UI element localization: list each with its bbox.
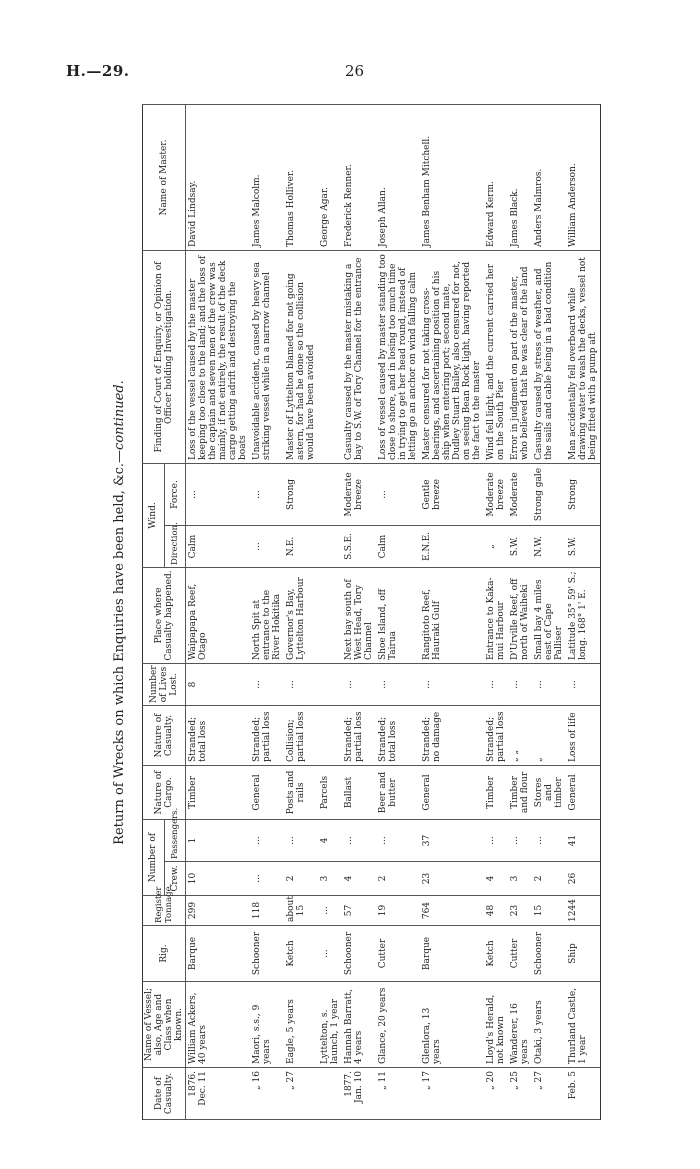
lives-cell: ...: [376, 664, 420, 706]
col-date: Date of Casualty.: [143, 1068, 186, 1120]
casualty-cell: Collision; partial loss: [284, 706, 318, 766]
master-cell: Frederick Renner.: [342, 104, 376, 250]
report-code: H.—29.: [66, 62, 130, 80]
rig-cell: Ketch: [284, 926, 318, 982]
lives-cell: ...: [508, 664, 532, 706]
lives-cell: ...: [566, 664, 601, 706]
crew-cell: 26: [566, 862, 601, 896]
col-wind: Wind.: [143, 463, 165, 567]
cargo-cell: Timber: [484, 766, 508, 820]
force-cell: [318, 463, 342, 525]
direction-cell: ...: [250, 526, 284, 568]
lives-cell: ...: [284, 664, 318, 706]
crew-cell: 2: [284, 862, 318, 896]
casualty-cell: Loss of life: [566, 706, 601, 766]
date-cell: [318, 1068, 342, 1120]
vessel-cell: Eagle, 5 years: [284, 982, 318, 1068]
finding-cell: Master censured for not taking cross-bearings, and ascertaining position of his ship when entering port; second mate, Dudley Stuart Bailey, also censured for not, on seeing Bean Rock light, having reported the fact to the master: [420, 250, 484, 463]
cargo-cell: Stores and timber: [532, 766, 566, 820]
rig-cell: Ship: [566, 926, 601, 982]
date-cell: Feb. 5: [566, 1068, 601, 1120]
rig-cell: Ketch: [484, 926, 508, 982]
crew-cell: 3: [508, 862, 532, 896]
casualty-cell: Stranded; total loss: [186, 706, 251, 766]
vessel-cell: Wanderer, 16 years: [508, 982, 532, 1068]
date-cell: 1876. Dec. 11: [186, 1068, 251, 1120]
place-cell: North Spit at entrance to the River Hokitika: [250, 568, 284, 664]
col-lives-lost: Number of Lives Lost.: [143, 664, 186, 706]
vessel-cell: William Ackers, 40 years: [186, 982, 251, 1068]
lives-cell: [318, 664, 342, 706]
direction-cell: [318, 526, 342, 568]
master-cell: David Lindsay.: [186, 104, 251, 250]
tonnage-cell: ...: [318, 896, 342, 926]
vessel-cell: Lyttelton, s. launch, 1 year: [318, 982, 342, 1068]
table-row: [284, 104, 318, 1119]
col-master: Name of Master.: [143, 104, 186, 250]
crew-cell: 10: [186, 862, 251, 896]
crew-cell: 4: [484, 862, 508, 896]
crew-cell: 4: [342, 862, 376, 896]
vessel-cell: Hannah Barratt, 4 years: [342, 982, 376, 1068]
force-cell: ...: [376, 463, 420, 525]
table-row: [186, 104, 251, 1119]
crew-cell: 3: [318, 862, 342, 896]
vessel-cell: Thurland Castle, 1 year: [566, 982, 601, 1068]
tonnage-cell: about 15: [284, 896, 318, 926]
direction-cell: Calm: [186, 526, 251, 568]
col-cargo: Nature of Cargo.: [143, 766, 186, 820]
passengers-cell: ...: [342, 820, 376, 862]
finding-cell: Unavoidable accident, caused by heavy sea striking vessel while in a narrow channel: [250, 250, 284, 463]
date-cell: „ 27: [284, 1068, 318, 1120]
table-row: [532, 104, 566, 1119]
wrecks-table: [142, 104, 601, 1120]
casualty-cell: Stranded; partial loss: [342, 706, 376, 766]
passengers-cell: ...: [484, 820, 508, 862]
place-cell: Rangitoto Reef, Hauraki Gulf: [420, 568, 484, 664]
table-row: [376, 104, 420, 1119]
casualty-cell: [318, 706, 342, 766]
tonnage-cell: 118: [250, 896, 284, 926]
passengers-cell: ...: [532, 820, 566, 862]
vessel-cell: Maori, s.s., 9 years: [250, 982, 284, 1068]
direction-cell: „: [484, 526, 508, 568]
force-cell: ...: [250, 463, 284, 525]
date-cell: „ 11: [376, 1068, 420, 1120]
col-vessel: Name of Vessel; also, Age and Class when known.: [143, 982, 186, 1068]
passengers-cell: 1: [186, 820, 251, 862]
rig-cell: Schooner: [532, 926, 566, 982]
place-cell: Governor's Bay, Lyttelton Harbour: [284, 568, 318, 664]
wrecks-return-rotated: [112, 105, 662, 1120]
force-cell: Moderate breeze: [342, 463, 376, 525]
master-cell: William Anderson.: [566, 104, 601, 250]
force-cell: Strong: [284, 463, 318, 525]
col-finding: Finding of Court of Enquiry, or Opinion of Officer holding Investigation.: [143, 250, 186, 463]
table-title: [112, 105, 136, 1120]
passengers-cell: ...: [284, 820, 318, 862]
lives-cell: ...: [484, 664, 508, 706]
rig-cell: Barque: [420, 926, 484, 982]
cargo-cell: General: [420, 766, 484, 820]
crew-cell: 2: [376, 862, 420, 896]
title-main: Return of Wrecks on which Enquiries have been held, &c.—: [112, 449, 127, 845]
finding-cell: Man accidentally fell overboard while drawing water to wash the decks, vessel not being fitted with a pump aft: [566, 250, 601, 463]
crew-cell: 23: [420, 862, 484, 896]
finding-cell: Casualty caused by the master mistaking a bay to S.W. of Tory Channel for the entrance: [342, 250, 376, 463]
cargo-cell: Parcels: [318, 766, 342, 820]
rig-cell: Cutter: [376, 926, 420, 982]
title-continued: continued.: [112, 380, 127, 450]
casualty-cell: „: [532, 706, 566, 766]
crew-cell: ...: [250, 862, 284, 896]
casualty-cell: Stranded; total loss: [376, 706, 420, 766]
finding-cell: Master of Lyttelton blamed for not going astern, for had he done so the collision would have been avoided: [284, 250, 318, 463]
date-cell: „ 16: [250, 1068, 284, 1120]
cargo-cell: Beer and butter: [376, 766, 420, 820]
finding-cell: Loss of vessel caused by master standing too close to shore, and in losing too much time in trying to get her head round, instead of letting go an anchor on wind falling calm: [376, 250, 420, 463]
passengers-cell: ...: [250, 820, 284, 862]
casualty-cell: Stranded; no damage: [420, 706, 484, 766]
date-cell: „ 25: [508, 1068, 532, 1120]
finding-cell: Casualty caused by stress of weather, and the sails and cable being in a bad condition: [532, 250, 566, 463]
col-direction: Direction.: [164, 526, 186, 568]
lives-cell: ...: [342, 664, 376, 706]
master-cell: James Malcolm.: [250, 104, 284, 250]
tonnage-cell: 19: [376, 896, 420, 926]
tonnage-cell: 1244: [566, 896, 601, 926]
direction-cell: Calm: [376, 526, 420, 568]
col-passengers: Passengers.: [164, 820, 186, 862]
finding-cell: Loss of the vessel caused by the master keeping too close to the land; and the loss of the captain and seven men of the crew was mainly, if not entirely, the result of the deck cargo getting adrift and destroying the boats: [186, 250, 251, 463]
passengers-cell: 4: [318, 820, 342, 862]
direction-cell: S.W.: [566, 526, 601, 568]
vessel-cell: Glenlora, 13 years: [420, 982, 484, 1068]
casualty-cell: Stranded; partial loss: [250, 706, 284, 766]
passengers-cell: ...: [376, 820, 420, 862]
master-cell: Thomas Holliver.: [284, 104, 318, 250]
place-cell: Waipapapa Reef, Otago: [186, 568, 251, 664]
cargo-cell: Timber: [186, 766, 251, 820]
lives-cell: ...: [420, 664, 484, 706]
direction-cell: S.W.: [508, 526, 532, 568]
direction-cell: N.E.: [284, 526, 318, 568]
col-place: Place where Casualty happened.: [143, 568, 186, 664]
cargo-cell: General: [250, 766, 284, 820]
col-casualty: Nature of Casualty.: [143, 706, 186, 766]
passengers-cell: ...: [508, 820, 532, 862]
rig-cell: Barque: [186, 926, 251, 982]
place-cell: Small bay 4 miles east of Cape Palliser: [532, 568, 566, 664]
lives-cell: 8: [186, 664, 251, 706]
date-cell: „ 17: [420, 1068, 484, 1120]
master-cell: Edward Kerm.: [484, 104, 508, 250]
lives-cell: ...: [250, 664, 284, 706]
finding-cell: Error in judgment on part of the master, who believed that he was clear of the land: [508, 250, 532, 463]
tonnage-cell: 764: [420, 896, 484, 926]
casualty-cell: „ „: [508, 706, 532, 766]
place-cell: [318, 568, 342, 664]
rig-cell: Schooner: [342, 926, 376, 982]
table-row: [484, 104, 508, 1119]
place-cell: Shoe Island, off Tairua: [376, 568, 420, 664]
master-cell: Anders Malmros.: [532, 104, 566, 250]
col-rig: Rig.: [143, 926, 186, 982]
vessel-cell: Otaki, 3 years: [532, 982, 566, 1068]
col-crew: Crew.: [164, 862, 186, 896]
table-row: [566, 104, 601, 1119]
finding-cell: Wind fell light, and the current carried her on the South Pier: [484, 250, 508, 463]
date-cell: „ 27: [532, 1068, 566, 1120]
table-row: [250, 104, 284, 1119]
force-cell: Strong: [566, 463, 601, 525]
table-row: [508, 104, 532, 1119]
page-number: 26: [345, 62, 365, 80]
finding-cell: [318, 250, 342, 463]
master-cell: Joseph Allan.: [376, 104, 420, 250]
force-cell: Moderate breeze: [484, 463, 508, 525]
passengers-cell: 41: [566, 820, 601, 862]
tonnage-cell: 23: [508, 896, 532, 926]
rig-cell: Cutter: [508, 926, 532, 982]
casualty-cell: Stranded; partial loss: [484, 706, 508, 766]
place-cell: Next bay south of West Head, Tory Channel: [342, 568, 376, 664]
passengers-cell: 37: [420, 820, 484, 862]
force-cell: ...: [186, 463, 251, 525]
lives-cell: ...: [532, 664, 566, 706]
table-row: [342, 104, 376, 1119]
master-cell: James Black.: [508, 104, 532, 250]
place-cell: D'Urville Reef, off north of Waiheki: [508, 568, 532, 664]
col-force: Force.: [164, 463, 186, 525]
vessel-cell: Lloyd's Herald, not known: [484, 982, 508, 1068]
cargo-cell: Posts and rails: [284, 766, 318, 820]
force-cell: Strong gale: [532, 463, 566, 525]
master-cell: George Agar.: [318, 104, 342, 250]
crew-cell: 2: [532, 862, 566, 896]
table-row: [420, 104, 484, 1119]
rig-cell: Schooner: [250, 926, 284, 982]
tonnage-cell: 15: [532, 896, 566, 926]
tonnage-cell: 299: [186, 896, 251, 926]
tonnage-cell: 48: [484, 896, 508, 926]
col-tonnage: Register Tonnage.: [143, 896, 186, 926]
col-number-of: Number of: [143, 820, 165, 896]
force-cell: Gentle breeze: [420, 463, 484, 525]
cargo-cell: Timber and flour: [508, 766, 532, 820]
place-cell: Latitude 35° 59' S.; long. 168° 1' E.: [566, 568, 601, 664]
cargo-cell: General: [566, 766, 601, 820]
date-cell: „ 20: [484, 1068, 508, 1120]
vessel-cell: Glance, 20 years: [376, 982, 420, 1068]
force-cell: Moderate: [508, 463, 532, 525]
direction-cell: N.W.: [532, 526, 566, 568]
date-cell: 1877. Jan. 10: [342, 1068, 376, 1120]
place-cell: Entrance to Kaka-mui Harbour: [484, 568, 508, 664]
tonnage-cell: 57: [342, 896, 376, 926]
table-row: [318, 104, 342, 1119]
direction-cell: E.N.E.: [420, 526, 484, 568]
direction-cell: S.S.E.: [342, 526, 376, 568]
cargo-cell: Ballast: [342, 766, 376, 820]
rig-cell: ...: [318, 926, 342, 982]
master-cell: James Benham Mitchell.: [420, 104, 484, 250]
